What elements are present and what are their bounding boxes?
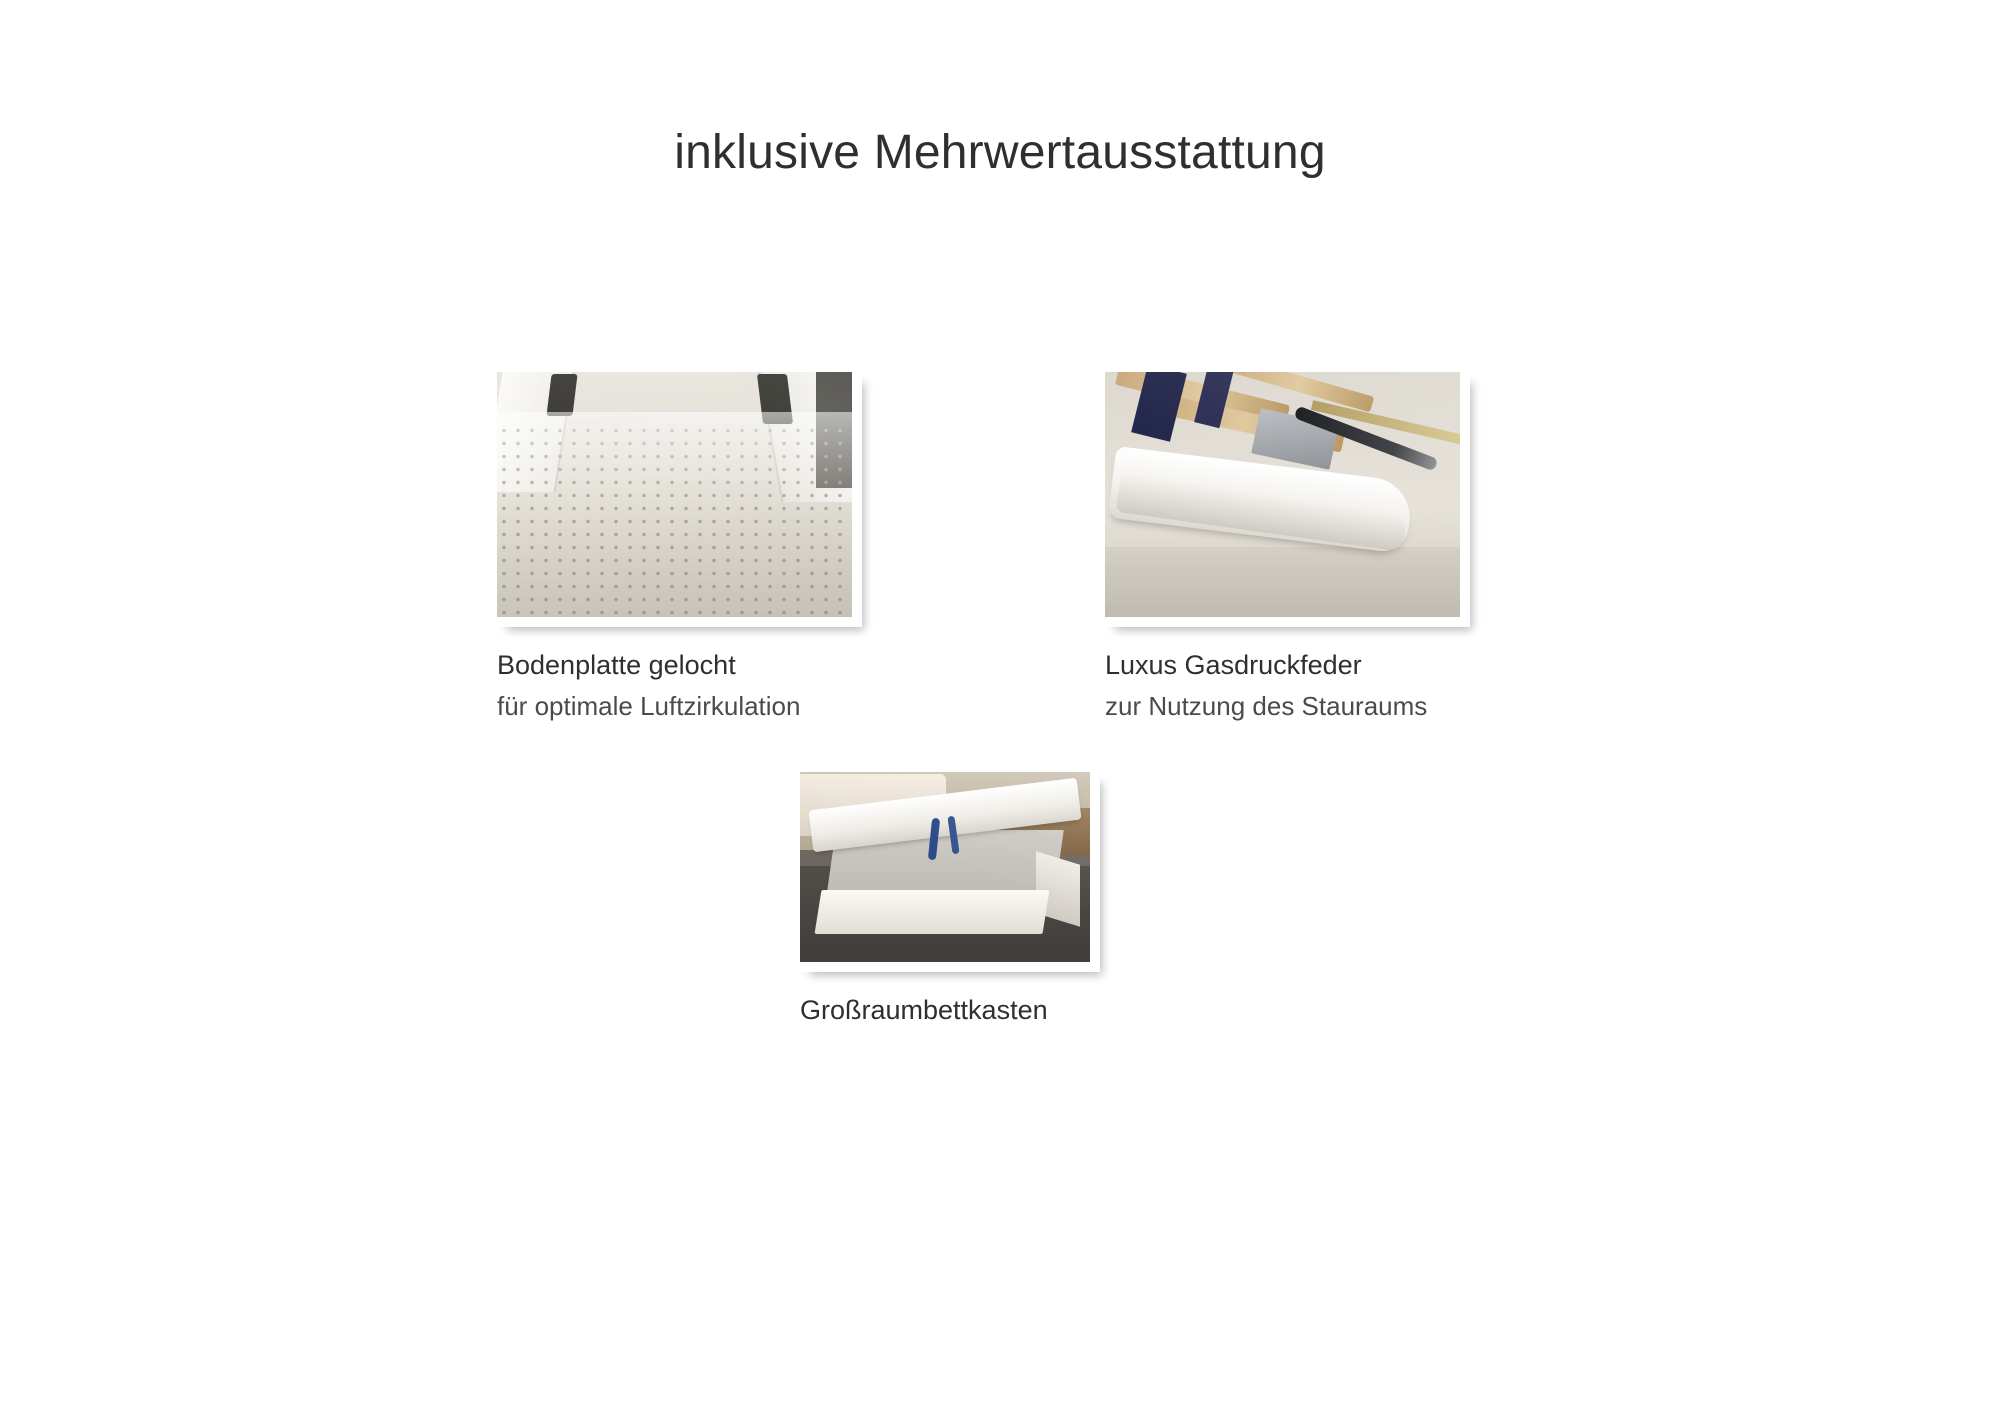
caption xyxy=(800,992,1100,1028)
feature-subtitle: für optimale Luftzirkulation xyxy=(497,691,801,722)
photo-frame xyxy=(800,772,1100,972)
feature-subtitle: zur Nutzung des Stauraums xyxy=(1105,691,1428,722)
caption xyxy=(1105,647,1470,725)
feature-card-grossraumbettkasten xyxy=(800,772,1100,1034)
luxury-gas-spring-photo xyxy=(1105,372,1460,617)
feature-title: Luxus Gasdruckfeder xyxy=(1105,650,1362,680)
caption xyxy=(497,647,862,725)
perforated-base-board-photo xyxy=(497,372,852,617)
photo-frame xyxy=(1105,372,1470,627)
large-bed-storage-box-photo xyxy=(800,772,1090,962)
feature-card-bodenplatte xyxy=(497,372,862,725)
feature-card-gasdruckfeder xyxy=(1105,372,1470,725)
feature-title: Großraumbettkasten xyxy=(800,995,1048,1025)
feature-title: Bodenplatte gelocht xyxy=(497,650,736,680)
photo-frame xyxy=(497,372,862,627)
page-title: inklusive Mehrwertausstattung xyxy=(674,126,1326,180)
